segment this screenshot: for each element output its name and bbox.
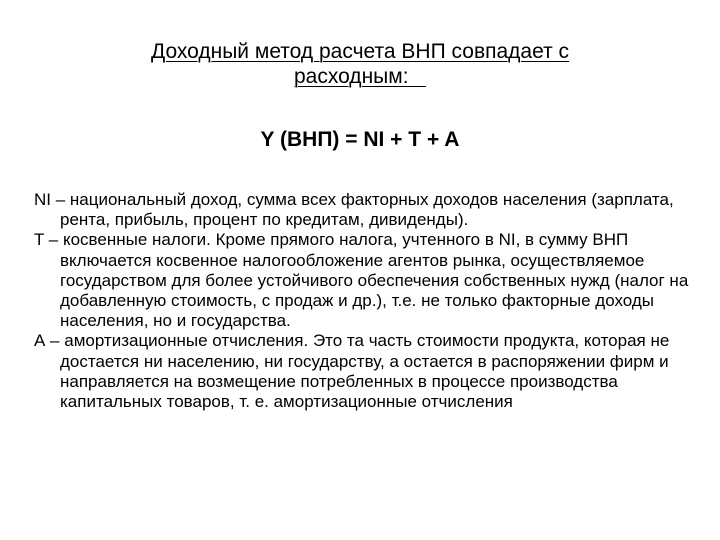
title-line-1-text: Доходный метод расчета ВНП совпадает с bbox=[150, 40, 570, 63]
definition-ni: NI – национальный доход, сумма всех факторных доходов населения (зарплата, рента, прибыль, процент по кредитам, дивиденды). bbox=[34, 190, 674, 230]
gnp-formula: Y (ВНП) = NI + T + A bbox=[260, 128, 460, 151]
slide-title bbox=[60, 39, 660, 89]
definitions-list bbox=[34, 190, 694, 412]
title-line-2 bbox=[60, 64, 660, 89]
title-line-1 bbox=[60, 39, 660, 64]
title-line-2-text: расходным: bbox=[293, 65, 427, 88]
definition-t: T – косвенные налоги. Кроме прямого налога, учтенного в NI, в сумму ВНП включается косвенное налогообложение агентов рынка, осуществляемое государством для более устойчивого обеспечения собственных нужд (налог на добавленную стоимость, с продаж и др.), т.е. не только факторные доходы населения, но и государства. bbox=[34, 230, 689, 331]
definition-a: А – амортизационные отчисления. Это та часть стоимости продукта, которая не достается ни населению, ни государству, а остается в распоряжении фирм и направляется на возмещение потребленных в процессе производства капитальных товаров, т. е. амортизационные отчисления bbox=[34, 331, 670, 412]
